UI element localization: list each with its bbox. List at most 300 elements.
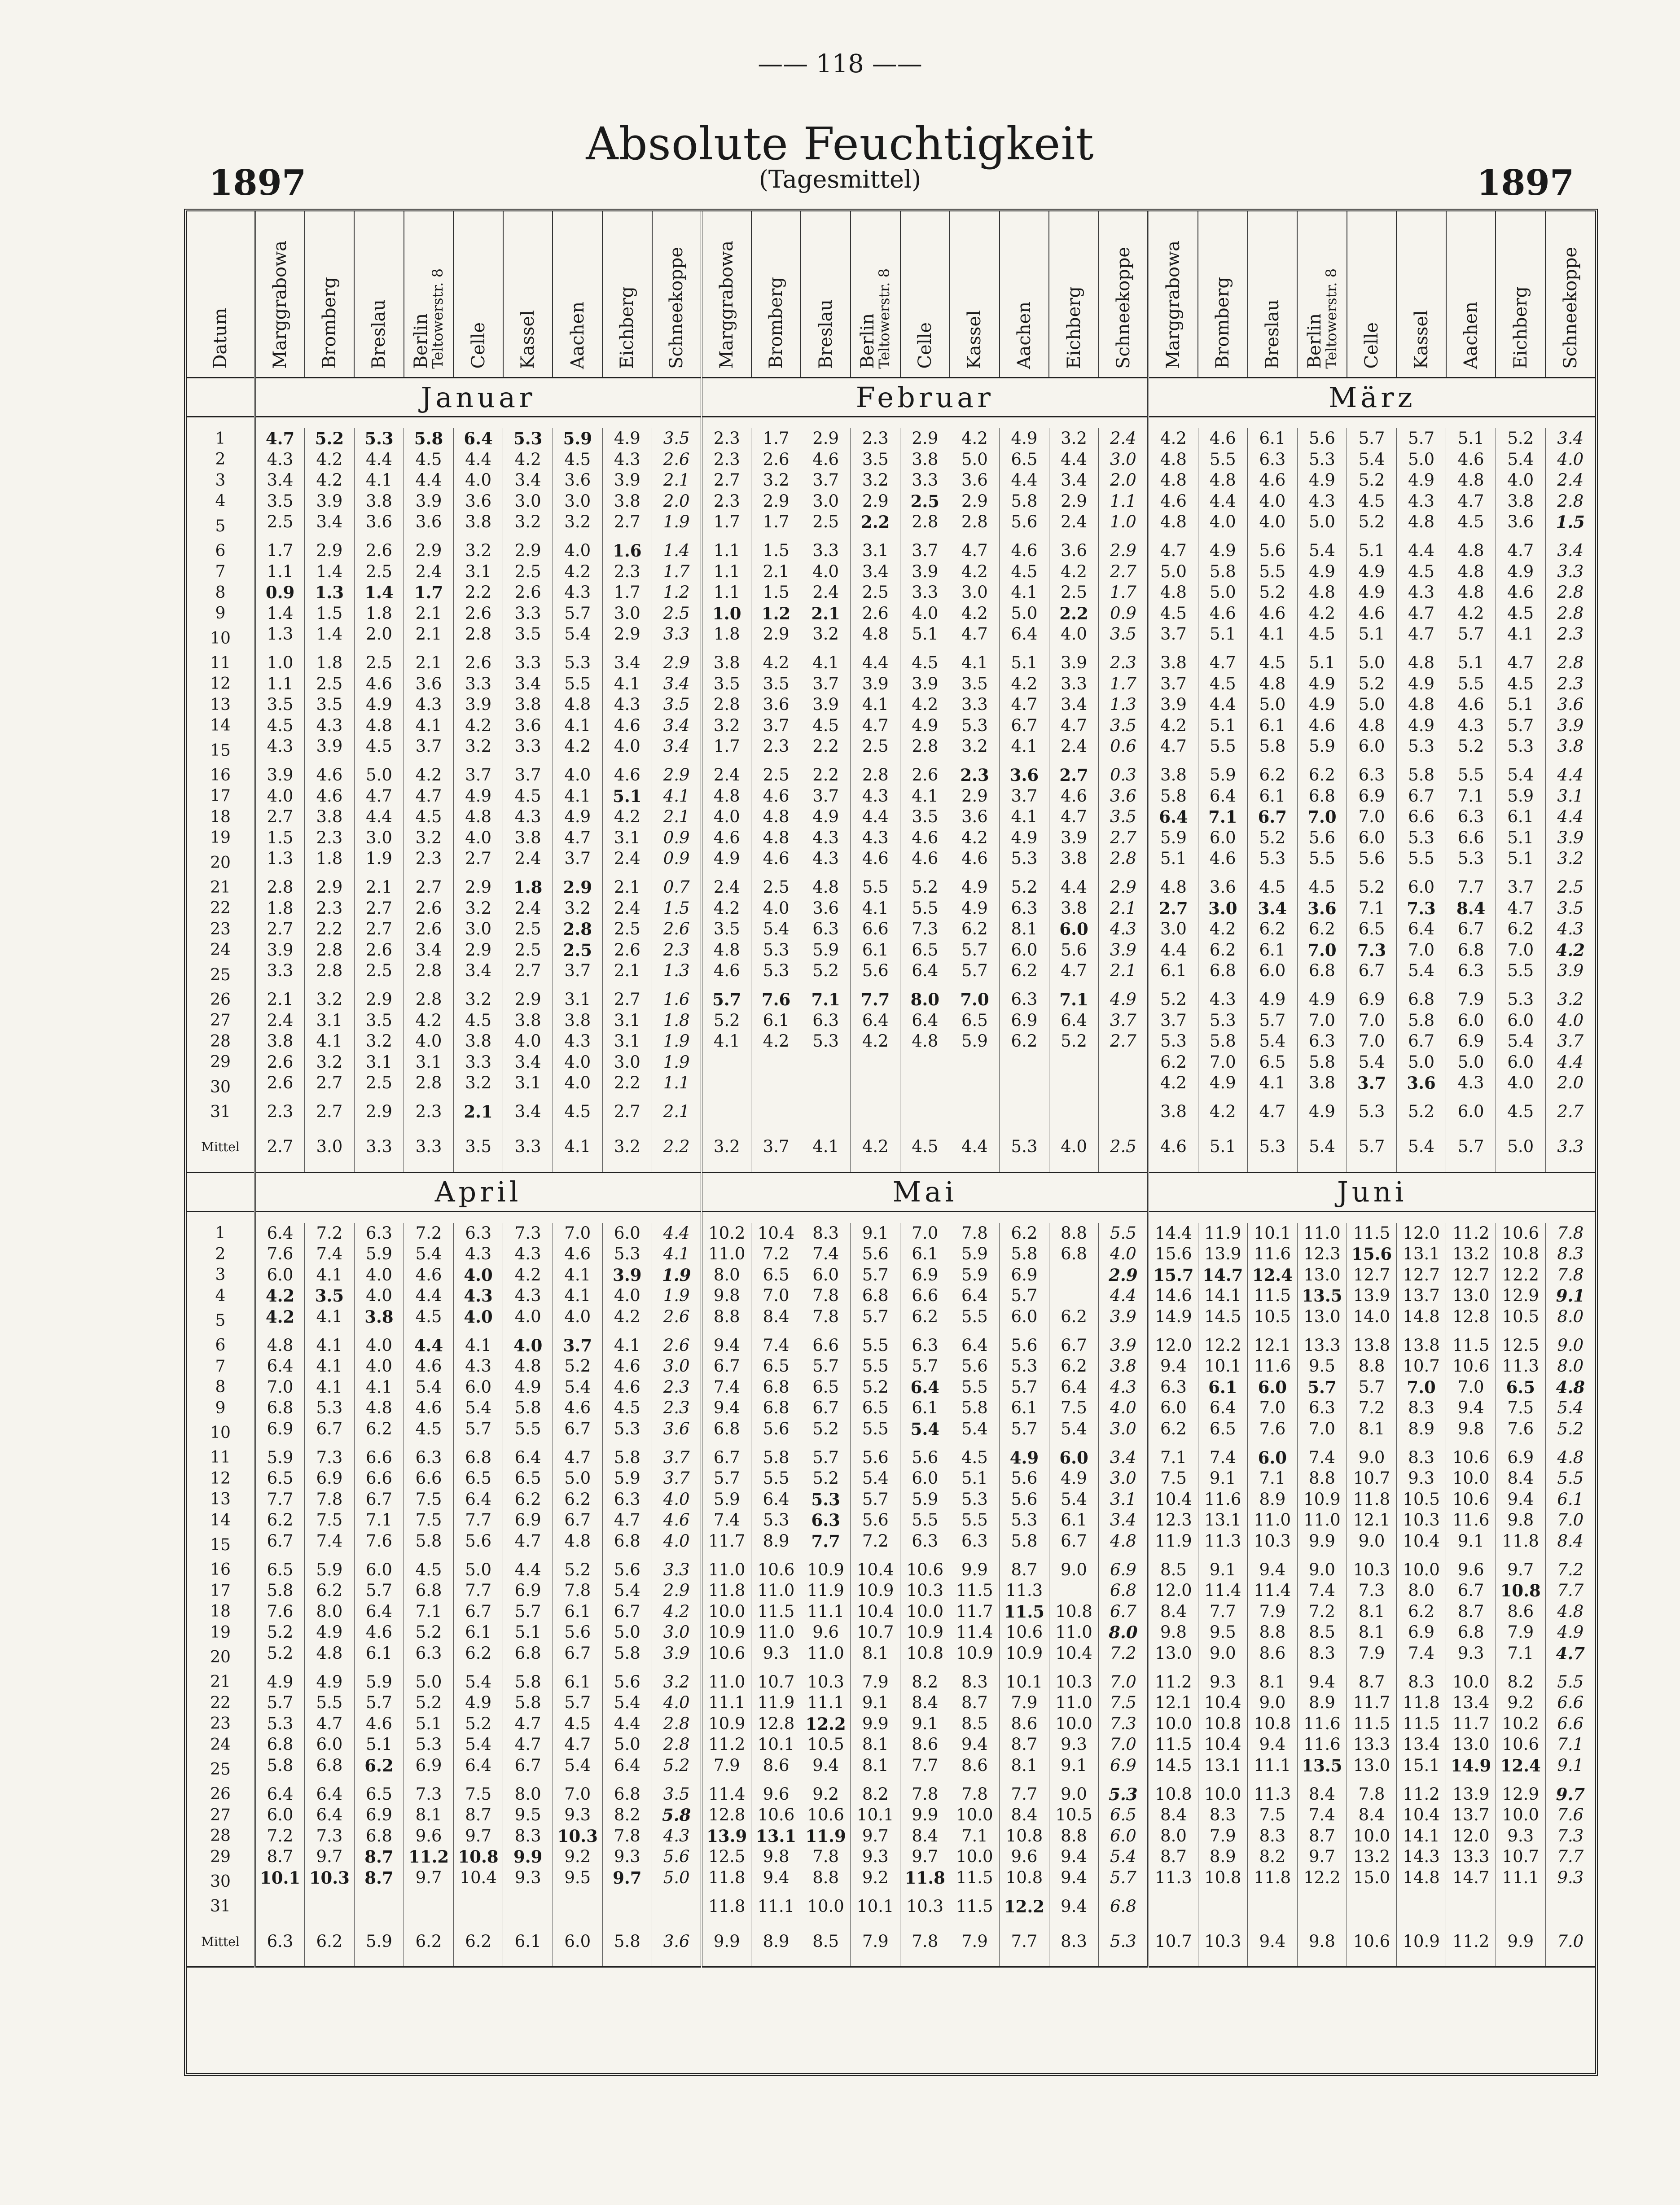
value-cell: 6.7: [1049, 1531, 1099, 1560]
value-cell: 9.4: [1297, 1672, 1347, 1693]
value-cell: 1.1: [702, 540, 751, 561]
value-cell: 8.6: [1000, 1714, 1049, 1735]
value-cell: 4.9: [1496, 561, 1545, 583]
value-cell: 4.9: [1000, 1447, 1049, 1469]
value-cell: 8.0: [1099, 1622, 1149, 1643]
value-cell: 8.7: [354, 1867, 404, 1896]
value-cell: 6.3: [354, 1223, 404, 1244]
value-cell: 4.1: [305, 1031, 355, 1052]
value-cell: 13.1: [1198, 1510, 1248, 1531]
mittel-cell: 5.4: [1396, 1122, 1446, 1173]
value-cell: 4.6: [602, 765, 652, 786]
value-cell: 6.7: [553, 1643, 602, 1672]
spacer-cell: [1148, 417, 1595, 429]
value-cell: 3.5: [900, 807, 950, 828]
value-cell: 7.6: [1496, 1419, 1545, 1447]
mittel-cell: 5.4: [1297, 1122, 1347, 1173]
value-cell: 2.3: [255, 1101, 305, 1122]
value-cell: 4.7: [1049, 715, 1099, 736]
value-cell: 7.9: [702, 1755, 751, 1784]
value-cell: 3.1: [453, 561, 503, 583]
value-cell: 5.3: [1148, 1031, 1198, 1052]
value-cell: 12.0: [1148, 1335, 1198, 1356]
value-cell: 11.2: [1446, 1223, 1496, 1244]
value-cell: 8.1: [851, 1755, 900, 1784]
value-cell: 8.2: [900, 1672, 950, 1693]
value-cell: 9.1: [1545, 1285, 1595, 1306]
value-cell: 5.7: [1347, 1377, 1397, 1398]
value-cell: 8.3: [1248, 1826, 1298, 1847]
value-cell: 14.3: [1396, 1846, 1446, 1867]
value-cell: 8.5: [1148, 1560, 1198, 1581]
value-cell: 5.3: [1446, 848, 1496, 877]
value-cell: 4.1: [305, 1356, 355, 1377]
value-cell: 8.2: [851, 1784, 900, 1805]
value-cell: 5.6: [1347, 848, 1397, 877]
value-cell: 4.3: [1099, 1377, 1149, 1398]
value-cell: 11.6: [1248, 1244, 1298, 1265]
value-cell: 1.7: [702, 736, 751, 765]
value-cell: 4.9: [1000, 828, 1049, 849]
value-cell: 7.7: [1446, 877, 1496, 898]
table-row: [187, 1073, 1595, 1101]
value-cell: 4.5: [553, 449, 602, 470]
value-cell: 7.2: [404, 1223, 454, 1244]
value-cell: 10.6: [900, 1560, 950, 1581]
mittel-cell: 4.1: [801, 1122, 851, 1173]
value-cell: 5.2: [801, 1419, 851, 1447]
value-cell: 5.7: [553, 603, 602, 624]
value-cell: 1.3: [255, 848, 305, 877]
value-cell: 13.0: [1446, 1285, 1496, 1306]
value-cell: 2.8: [404, 960, 454, 989]
value-cell: 11.4: [1198, 1580, 1248, 1601]
mittel-cell: 4.2: [851, 1122, 900, 1173]
value-cell: 4.0: [354, 1285, 404, 1306]
value-cell: 2.9: [354, 989, 404, 1010]
value-cell: 9.0: [1049, 1560, 1099, 1581]
value-cell: 6.0: [1000, 940, 1049, 961]
mittel-cell: 7.0: [1545, 1917, 1595, 1967]
value-cell: 11.0: [702, 1560, 751, 1581]
table-row: [187, 1672, 1595, 1693]
value-cell: 2.3: [404, 1101, 454, 1122]
value-cell: 4.8: [1148, 470, 1198, 491]
value-cell: 9.5: [1198, 1622, 1248, 1643]
value-cell: 6.1: [354, 1643, 404, 1672]
value-cell: 4.6: [354, 674, 404, 695]
value-cell: 2.1: [453, 1101, 503, 1122]
value-cell: 7.1: [1049, 989, 1099, 1010]
value-cell: 7.5: [1049, 1398, 1099, 1419]
value-cell: 4.6: [751, 848, 801, 877]
value-cell: 6.0: [1496, 1052, 1545, 1073]
value-cell: 7.1: [1248, 1468, 1298, 1489]
value-cell: 9.0: [1049, 1784, 1099, 1805]
value-cell: 2.2: [801, 765, 851, 786]
value-cell: 5.3: [1347, 1101, 1397, 1122]
value-cell: 13.3: [1347, 1734, 1397, 1755]
value-cell: 6.4: [900, 1377, 950, 1398]
value-cell: 9.2: [553, 1846, 602, 1867]
value-cell: 1.2: [751, 603, 801, 624]
value-cell: 9.8: [751, 1846, 801, 1867]
value-cell: 5.4: [1049, 1489, 1099, 1510]
value-cell: 4.7: [1396, 624, 1446, 653]
value-cell: 1.7: [652, 561, 702, 583]
value-cell: 5.0: [453, 1560, 503, 1581]
value-cell: 11.3: [1198, 1531, 1248, 1560]
value-cell: 4.4: [1545, 807, 1595, 828]
value-cell: 8.9: [1248, 1489, 1298, 1510]
value-cell: 8.0: [1545, 1306, 1595, 1335]
value-cell: [801, 1101, 851, 1122]
value-cell: 10.0: [900, 1601, 950, 1622]
mittel-cell: 2.2: [652, 1122, 702, 1173]
value-cell: 4.6: [1248, 603, 1298, 624]
value-cell: 3.4: [1545, 428, 1595, 449]
value-cell: 3.4: [305, 512, 355, 540]
value-cell: 2.4: [702, 877, 751, 898]
value-cell: 4.5: [1000, 561, 1049, 583]
value-cell: 4.3: [602, 449, 652, 470]
value-cell: 4.3: [1198, 989, 1248, 1010]
value-cell: 4.9: [503, 1377, 553, 1398]
value-cell: 6.8: [602, 1531, 652, 1560]
value-cell: 6.4: [1049, 1377, 1099, 1398]
station-header-breslau: [801, 211, 851, 378]
value-cell: 9.7: [602, 1867, 652, 1896]
value-cell: 1.4: [305, 561, 355, 583]
mittel-cell: 7.8: [900, 1917, 950, 1967]
table-row: [187, 786, 1595, 807]
month-header: Februar: [702, 378, 1148, 417]
value-cell: 7.4: [1297, 1447, 1347, 1469]
value-cell: 5.4: [1347, 449, 1397, 470]
value-cell: 6.6: [1446, 828, 1496, 849]
value-cell: 10.0: [1347, 1826, 1397, 1847]
value-cell: 3.2: [305, 1052, 355, 1073]
value-cell: 9.7: [305, 1846, 355, 1867]
value-cell: 2.9: [305, 877, 355, 898]
table-row: [187, 653, 1595, 674]
value-cell: 2.4: [1099, 428, 1149, 449]
value-cell: 2.8: [305, 940, 355, 961]
value-cell: 4.5: [801, 715, 851, 736]
value-cell: 5.9: [950, 1265, 1000, 1286]
value-cell: 5.8: [1248, 736, 1298, 765]
value-cell: 4.5: [1396, 561, 1446, 583]
value-cell: 5.4: [553, 624, 602, 653]
value-cell: 4.5: [354, 736, 404, 765]
value-cell: 6.9: [1446, 1031, 1496, 1052]
berlin-subtitle: Teltowerstr. 8: [429, 268, 447, 369]
mittel-label: Mittel: [187, 1917, 255, 1967]
value-cell: 5.7: [1000, 1285, 1049, 1306]
value-cell: 5.6: [950, 1356, 1000, 1377]
value-cell: 12.1: [1347, 1510, 1397, 1531]
value-cell: 5.4: [453, 1734, 503, 1755]
value-cell: 7.0: [950, 989, 1000, 1010]
value-cell: 5.2: [1347, 512, 1397, 540]
value-cell: 6.9: [1099, 1560, 1149, 1581]
value-cell: 7.8: [801, 1306, 851, 1335]
value-cell: 3.7: [751, 715, 801, 736]
value-cell: 4.0: [503, 1335, 553, 1356]
value-cell: 9.8: [702, 1285, 751, 1306]
table-row: [187, 603, 1595, 624]
value-cell: 4.2: [702, 898, 751, 919]
value-cell: 5.5: [553, 674, 602, 695]
value-cell: 2.3: [950, 765, 1000, 786]
mittel-cell: 10.6: [1347, 1917, 1397, 1967]
value-cell: 2.2: [602, 1073, 652, 1101]
value-cell: 8.8: [1297, 1468, 1347, 1489]
value-cell: 10.9: [851, 1580, 900, 1601]
value-cell: 9.3: [751, 1643, 801, 1672]
value-cell: 4.7: [305, 1714, 355, 1735]
value-cell: 7.0: [1099, 1672, 1149, 1693]
value-cell: 5.0: [354, 765, 404, 786]
date-cell: 13: [187, 1489, 255, 1510]
value-cell: 6.4: [1049, 1010, 1099, 1031]
value-cell: 4.3: [453, 1244, 503, 1265]
value-cell: [503, 1896, 553, 1917]
value-cell: 5.1: [1000, 653, 1049, 674]
value-cell: 11.6: [1198, 1489, 1248, 1510]
value-cell: 6.9: [255, 1419, 305, 1447]
value-cell: 9.4: [1446, 1398, 1496, 1419]
value-cell: 4.0: [453, 1265, 503, 1286]
value-cell: 7.1: [801, 989, 851, 1010]
value-cell: 9.9: [503, 1846, 553, 1867]
table-row: [187, 674, 1595, 695]
station-header-aachen: [1446, 211, 1496, 378]
value-cell: 11.6: [1446, 1510, 1496, 1531]
value-cell: 6.6: [354, 1447, 404, 1469]
value-cell: 6.8: [751, 1377, 801, 1398]
value-cell: 9.6: [1446, 1560, 1496, 1581]
value-cell: 12.2: [1198, 1335, 1248, 1356]
value-cell: 5.4: [453, 1398, 503, 1419]
value-cell: 9.4: [1248, 1560, 1298, 1581]
value-cell: 6.5: [751, 1265, 801, 1286]
spacer-cell: [187, 1211, 255, 1223]
value-cell: 8.1: [1000, 919, 1049, 940]
value-cell: 9.0: [1297, 1560, 1347, 1581]
value-cell: 9.0: [1198, 1643, 1248, 1672]
value-cell: 4.1: [1000, 582, 1049, 603]
value-cell: 7.8: [1545, 1265, 1595, 1286]
value-cell: 2.0: [1099, 470, 1149, 491]
value-cell: 4.7: [503, 1531, 553, 1560]
table-row: [187, 1601, 1595, 1622]
mittel-cell: 3.5: [453, 1122, 503, 1173]
value-cell: 2.8: [900, 512, 950, 540]
value-cell: 6.5: [900, 940, 950, 961]
value-cell: 11.8: [702, 1867, 751, 1896]
value-cell: 4.8: [1297, 582, 1347, 603]
value-cell: 2.4: [503, 898, 553, 919]
station-label: Kassel: [1411, 310, 1432, 369]
value-cell: 4.1: [652, 1244, 702, 1265]
value-cell: 3.8: [1049, 898, 1099, 919]
value-cell: 13.4: [1396, 1734, 1446, 1755]
station-label: Breslau: [368, 299, 390, 369]
value-cell: [1049, 1052, 1099, 1073]
value-cell: 3.6: [950, 807, 1000, 828]
value-cell: 5.4: [851, 1468, 900, 1489]
value-cell: 7.1: [354, 1510, 404, 1531]
value-cell: 7.5: [1496, 1398, 1545, 1419]
value-cell: 4.2: [404, 765, 454, 786]
value-cell: 5.3: [751, 940, 801, 961]
value-cell: 11.7: [1446, 1714, 1496, 1735]
value-cell: 5.7: [453, 1419, 503, 1447]
value-cell: 11.4: [950, 1622, 1000, 1643]
value-cell: 8.0: [702, 1265, 751, 1286]
value-cell: 11.3: [1000, 1580, 1049, 1601]
value-cell: 4.8: [851, 624, 900, 653]
value-cell: 4.9: [1396, 674, 1446, 695]
value-cell: 4.6: [1297, 715, 1347, 736]
value-cell: 7.6: [255, 1601, 305, 1622]
value-cell: 4.3: [801, 848, 851, 877]
value-cell: 3.4: [652, 715, 702, 736]
value-cell: 4.9: [1297, 561, 1347, 583]
value-cell: 9.3: [1446, 1643, 1496, 1672]
value-cell: 1.4: [354, 582, 404, 603]
station-label: Bromberg: [319, 277, 340, 369]
value-cell: 4.3: [453, 1285, 503, 1306]
value-cell: 10.2: [1496, 1714, 1545, 1735]
mittel-cell: 3.7: [751, 1122, 801, 1173]
value-cell: 15.0: [1347, 1867, 1397, 1896]
value-cell: 4.8: [305, 1643, 355, 1672]
value-cell: 6.7: [1099, 1601, 1149, 1622]
value-cell: 4.6: [702, 828, 751, 849]
value-cell: 10.6: [751, 1805, 801, 1826]
value-cell: 4.5: [1347, 491, 1397, 512]
value-cell: 4.7: [950, 624, 1000, 653]
value-cell: 6.7: [1347, 960, 1397, 989]
value-cell: 3.5: [1545, 898, 1595, 919]
value-cell: 3.0: [801, 491, 851, 512]
station-header-breslau: [354, 211, 404, 378]
mittel-cell: 4.5: [900, 1122, 950, 1173]
value-cell: 3.5: [652, 1784, 702, 1805]
value-cell: 3.0: [1148, 919, 1198, 940]
value-cell: 5.2: [702, 1010, 751, 1031]
value-cell: 3.9: [851, 674, 900, 695]
value-cell: [702, 1052, 751, 1073]
value-cell: 4.0: [1049, 624, 1099, 653]
value-cell: 10.1: [1000, 1672, 1049, 1693]
month-header: April: [255, 1172, 702, 1211]
value-cell: 4.8: [553, 694, 602, 715]
value-cell: 2.9: [354, 1101, 404, 1122]
value-cell: 6.1: [900, 1244, 950, 1265]
value-cell: 7.0: [553, 1784, 602, 1805]
value-cell: 4.0: [354, 1265, 404, 1286]
value-cell: 6.7: [1396, 1031, 1446, 1052]
mittel-cell: 7.7: [1000, 1917, 1049, 1967]
value-cell: 5.8: [1396, 765, 1446, 786]
value-cell: 6.6: [1545, 1692, 1595, 1714]
value-cell: 3.2: [503, 512, 553, 540]
value-cell: 4.9: [1545, 1622, 1595, 1643]
value-cell: 2.8: [255, 877, 305, 898]
value-cell: 6.0: [1446, 1101, 1496, 1122]
value-cell: 5.5: [751, 1468, 801, 1489]
value-cell: [851, 1052, 900, 1073]
value-cell: 8.0: [1396, 1580, 1446, 1601]
value-cell: 12.2: [1496, 1265, 1545, 1286]
value-cell: [801, 1073, 851, 1101]
value-cell: 4.4: [404, 1335, 454, 1356]
value-cell: 4.5: [404, 449, 454, 470]
value-cell: 9.5: [553, 1867, 602, 1896]
value-cell: 4.4: [1049, 877, 1099, 898]
value-cell: 10.3: [900, 1896, 950, 1917]
value-cell: 10.8: [1000, 1826, 1049, 1847]
value-cell: 6.2: [1000, 1031, 1049, 1052]
value-cell: 12.1: [1148, 1692, 1198, 1714]
value-cell: 1.6: [602, 540, 652, 561]
value-cell: 4.8: [1446, 540, 1496, 561]
mittel-cell: 3.3: [354, 1122, 404, 1173]
value-cell: 7.0: [1347, 1031, 1397, 1052]
value-cell: 2.9: [652, 653, 702, 674]
value-cell: 6.8: [305, 1755, 355, 1784]
page-number: —— 118 ——: [758, 49, 922, 79]
value-cell: 7.4: [1396, 1643, 1446, 1672]
value-cell: 6.2: [1248, 765, 1298, 786]
value-cell: 2.7: [1049, 765, 1099, 786]
value-cell: 2.3: [404, 848, 454, 877]
spacer-cell: [702, 1211, 1148, 1223]
value-cell: 2.2: [305, 919, 355, 940]
value-cell: 4.8: [1396, 694, 1446, 715]
value-cell: 3.8: [1049, 848, 1099, 877]
value-cell: 11.7: [950, 1601, 1000, 1622]
value-cell: 4.3: [851, 828, 900, 849]
value-cell: 4.3: [503, 807, 553, 828]
value-cell: 2.9: [1099, 1265, 1149, 1286]
value-cell: 2.8: [1545, 603, 1595, 624]
value-cell: 2.7: [305, 1101, 355, 1122]
value-cell: 5.4: [1248, 1031, 1298, 1052]
month-header: Juni: [1148, 1172, 1595, 1211]
value-cell: 3.3: [900, 582, 950, 603]
value-cell: 4.0: [1248, 491, 1298, 512]
value-cell: 3.9: [255, 940, 305, 961]
value-cell: 4.1: [553, 715, 602, 736]
value-cell: 6.5: [1198, 1419, 1248, 1447]
value-cell: 8.3: [1545, 1244, 1595, 1265]
value-cell: 3.4: [503, 470, 553, 491]
station-header-marggrabowa: [1148, 211, 1198, 378]
date-cell: 14: [187, 1510, 255, 1531]
value-cell: 2.1: [404, 653, 454, 674]
value-cell: 4.1: [851, 898, 900, 919]
value-cell: 6.3: [1248, 449, 1298, 470]
value-cell: 8.1: [851, 1734, 900, 1755]
mittel-cell: 3.0: [305, 1122, 355, 1173]
value-cell: 5.3: [305, 1398, 355, 1419]
value-cell: 4.2: [553, 736, 602, 765]
value-cell: 4.8: [1148, 512, 1198, 540]
